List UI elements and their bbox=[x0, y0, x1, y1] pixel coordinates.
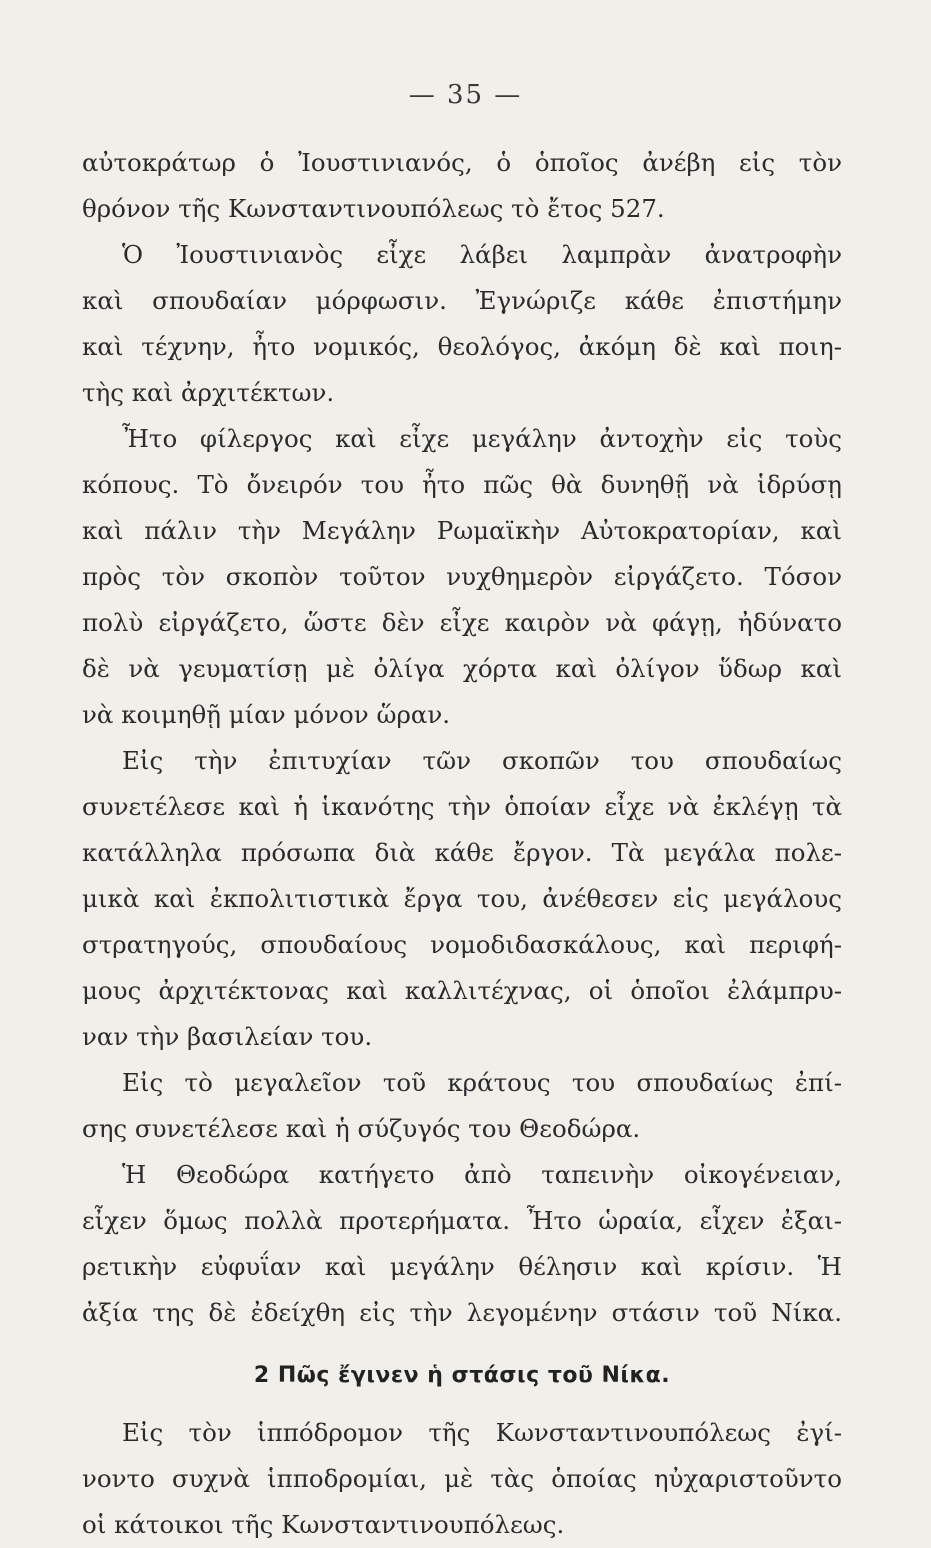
text-line: νοντο συχνὰ ἱπποδρομίαι, μὲ τὰς ὁποίας ηὐχαριστοῦντο bbox=[82, 1464, 842, 1493]
text-line: μικὰ καὶ ἐκπολιτιστικὰ ἔργα του, ἀνέθεσεν εἰς μεγάλους bbox=[82, 884, 842, 913]
text-line: νὰ κοιμηθῇ μίαν μόνον ὥραν. bbox=[82, 700, 451, 729]
text-line: πρὸς τὸν σκοπὸν τοῦτον νυχθημερὸν εἰργάζετο. Τόσον bbox=[82, 562, 842, 591]
text-line: δὲ νὰ γευματίσῃ μὲ ὀλίγα χόρτα καὶ ὀλίγον ὕδωρ καὶ bbox=[82, 654, 842, 683]
text-line: στρατηγούς, σπουδαίους νομοδιδασκάλους, καὶ περιφή- bbox=[82, 930, 842, 959]
text-line: συνετέλεσε καὶ ἡ ἱκανότης τὴν ὁποίαν εἶχε νὰ ἐκλέγῃ τὰ bbox=[82, 792, 842, 821]
text-line: καὶ σπουδαίαν μόρφωσιν. Ἐγνώριζε κάθε ἐπιστήμην bbox=[82, 286, 842, 315]
text-line: σης συνετέλεσε καὶ ἡ σύζυγός του Θεοδώρα. bbox=[82, 1114, 641, 1143]
page-number: — 35 — bbox=[408, 80, 523, 110]
text-line: θρόνον τῆς Κωνσταντινουπόλεως τὸ ἔτος 527. bbox=[82, 194, 665, 223]
text-line: τὴς καὶ ἀρχιτέκτων. bbox=[82, 378, 335, 407]
text-line: εἶχεν ὅμως πολλὰ προτερήματα. Ἦτο ὡραία, εἶχεν ἐξαι- bbox=[82, 1206, 842, 1235]
text-line: Εἰς τὸ μεγαλεῖον τοῦ κράτους του σπουδαίως ἐπί- bbox=[122, 1068, 842, 1097]
text-line: καὶ τέχνην, ἦτο νομικός, θεολόγος, ἀκόμη δὲ καὶ ποιη- bbox=[82, 332, 842, 361]
text-line: οἱ κάτοικοι τῆς Κωνσταντινουπόλεως. bbox=[82, 1510, 565, 1539]
text-line: ναν τὴν βασιλείαν του. bbox=[82, 1022, 373, 1051]
text-line: ἀξία της δὲ ἐδείχθη εἰς τὴν λεγομένην στάσιν τοῦ Νίκα. bbox=[82, 1298, 842, 1327]
text-line: Ἦτο φίλεργος καὶ εἶχε μεγάλην ἀντοχὴν εἰς τοὺς bbox=[122, 424, 842, 453]
text-line: ρετικὴν εὐφυΐαν καὶ μεγάλην θέλησιν καὶ κρίσιν. Ἡ bbox=[82, 1252, 842, 1281]
text-line: Ὁ Ἰουστινιανὸς εἶχε λάβει λαμπρὰν ἀνατροφὴν bbox=[122, 240, 842, 269]
text-line: καὶ πάλιν τὴν Μεγάλην Ρωμαϊκὴν Αὐτοκρατορίαν, καὶ bbox=[82, 516, 842, 545]
section-heading: 2 Πῶς ἔγινεν ἡ στάσις τοῦ Νίκα. bbox=[253, 1363, 671, 1388]
text-line: Εἰς τὸν ἱππόδρομον τῆς Κωνσταντινουπόλεως ἐγί- bbox=[122, 1418, 842, 1447]
text-line: Εἰς τὴν ἐπιτυχίαν τῶν σκοπῶν του σπουδαίως bbox=[122, 746, 842, 775]
text-line: αὐτοκράτωρ ὁ Ἰουστινιανός, ὁ ὁποῖος ἀνέβη εἰς τὸν bbox=[82, 148, 842, 177]
text-line: κατάλληλα πρόσωπα διὰ κάθε ἔργον. Τὰ μεγάλα πολε- bbox=[82, 838, 842, 867]
text-line: πολὺ εἰργάζετο, ὥστε δὲν εἶχε καιρὸν νὰ φάγῃ, ἠδύνατο bbox=[82, 608, 842, 637]
text-line: κόπους. Τὸ ὄνειρόν του ἦτο πῶς θὰ δυνηθῇ νὰ ἱδρύσῃ bbox=[82, 470, 842, 499]
text-line: μους ἀρχιτέκτονας καὶ καλλιτέχνας, οἱ ὁποῖοι ἐλάμπρυ- bbox=[82, 976, 842, 1005]
text-line: Ἡ Θεοδώρα κατήγετο ἀπὸ ταπεινὴν οἰκογένειαν, bbox=[122, 1160, 842, 1189]
body-text bbox=[82, 140, 842, 1548]
